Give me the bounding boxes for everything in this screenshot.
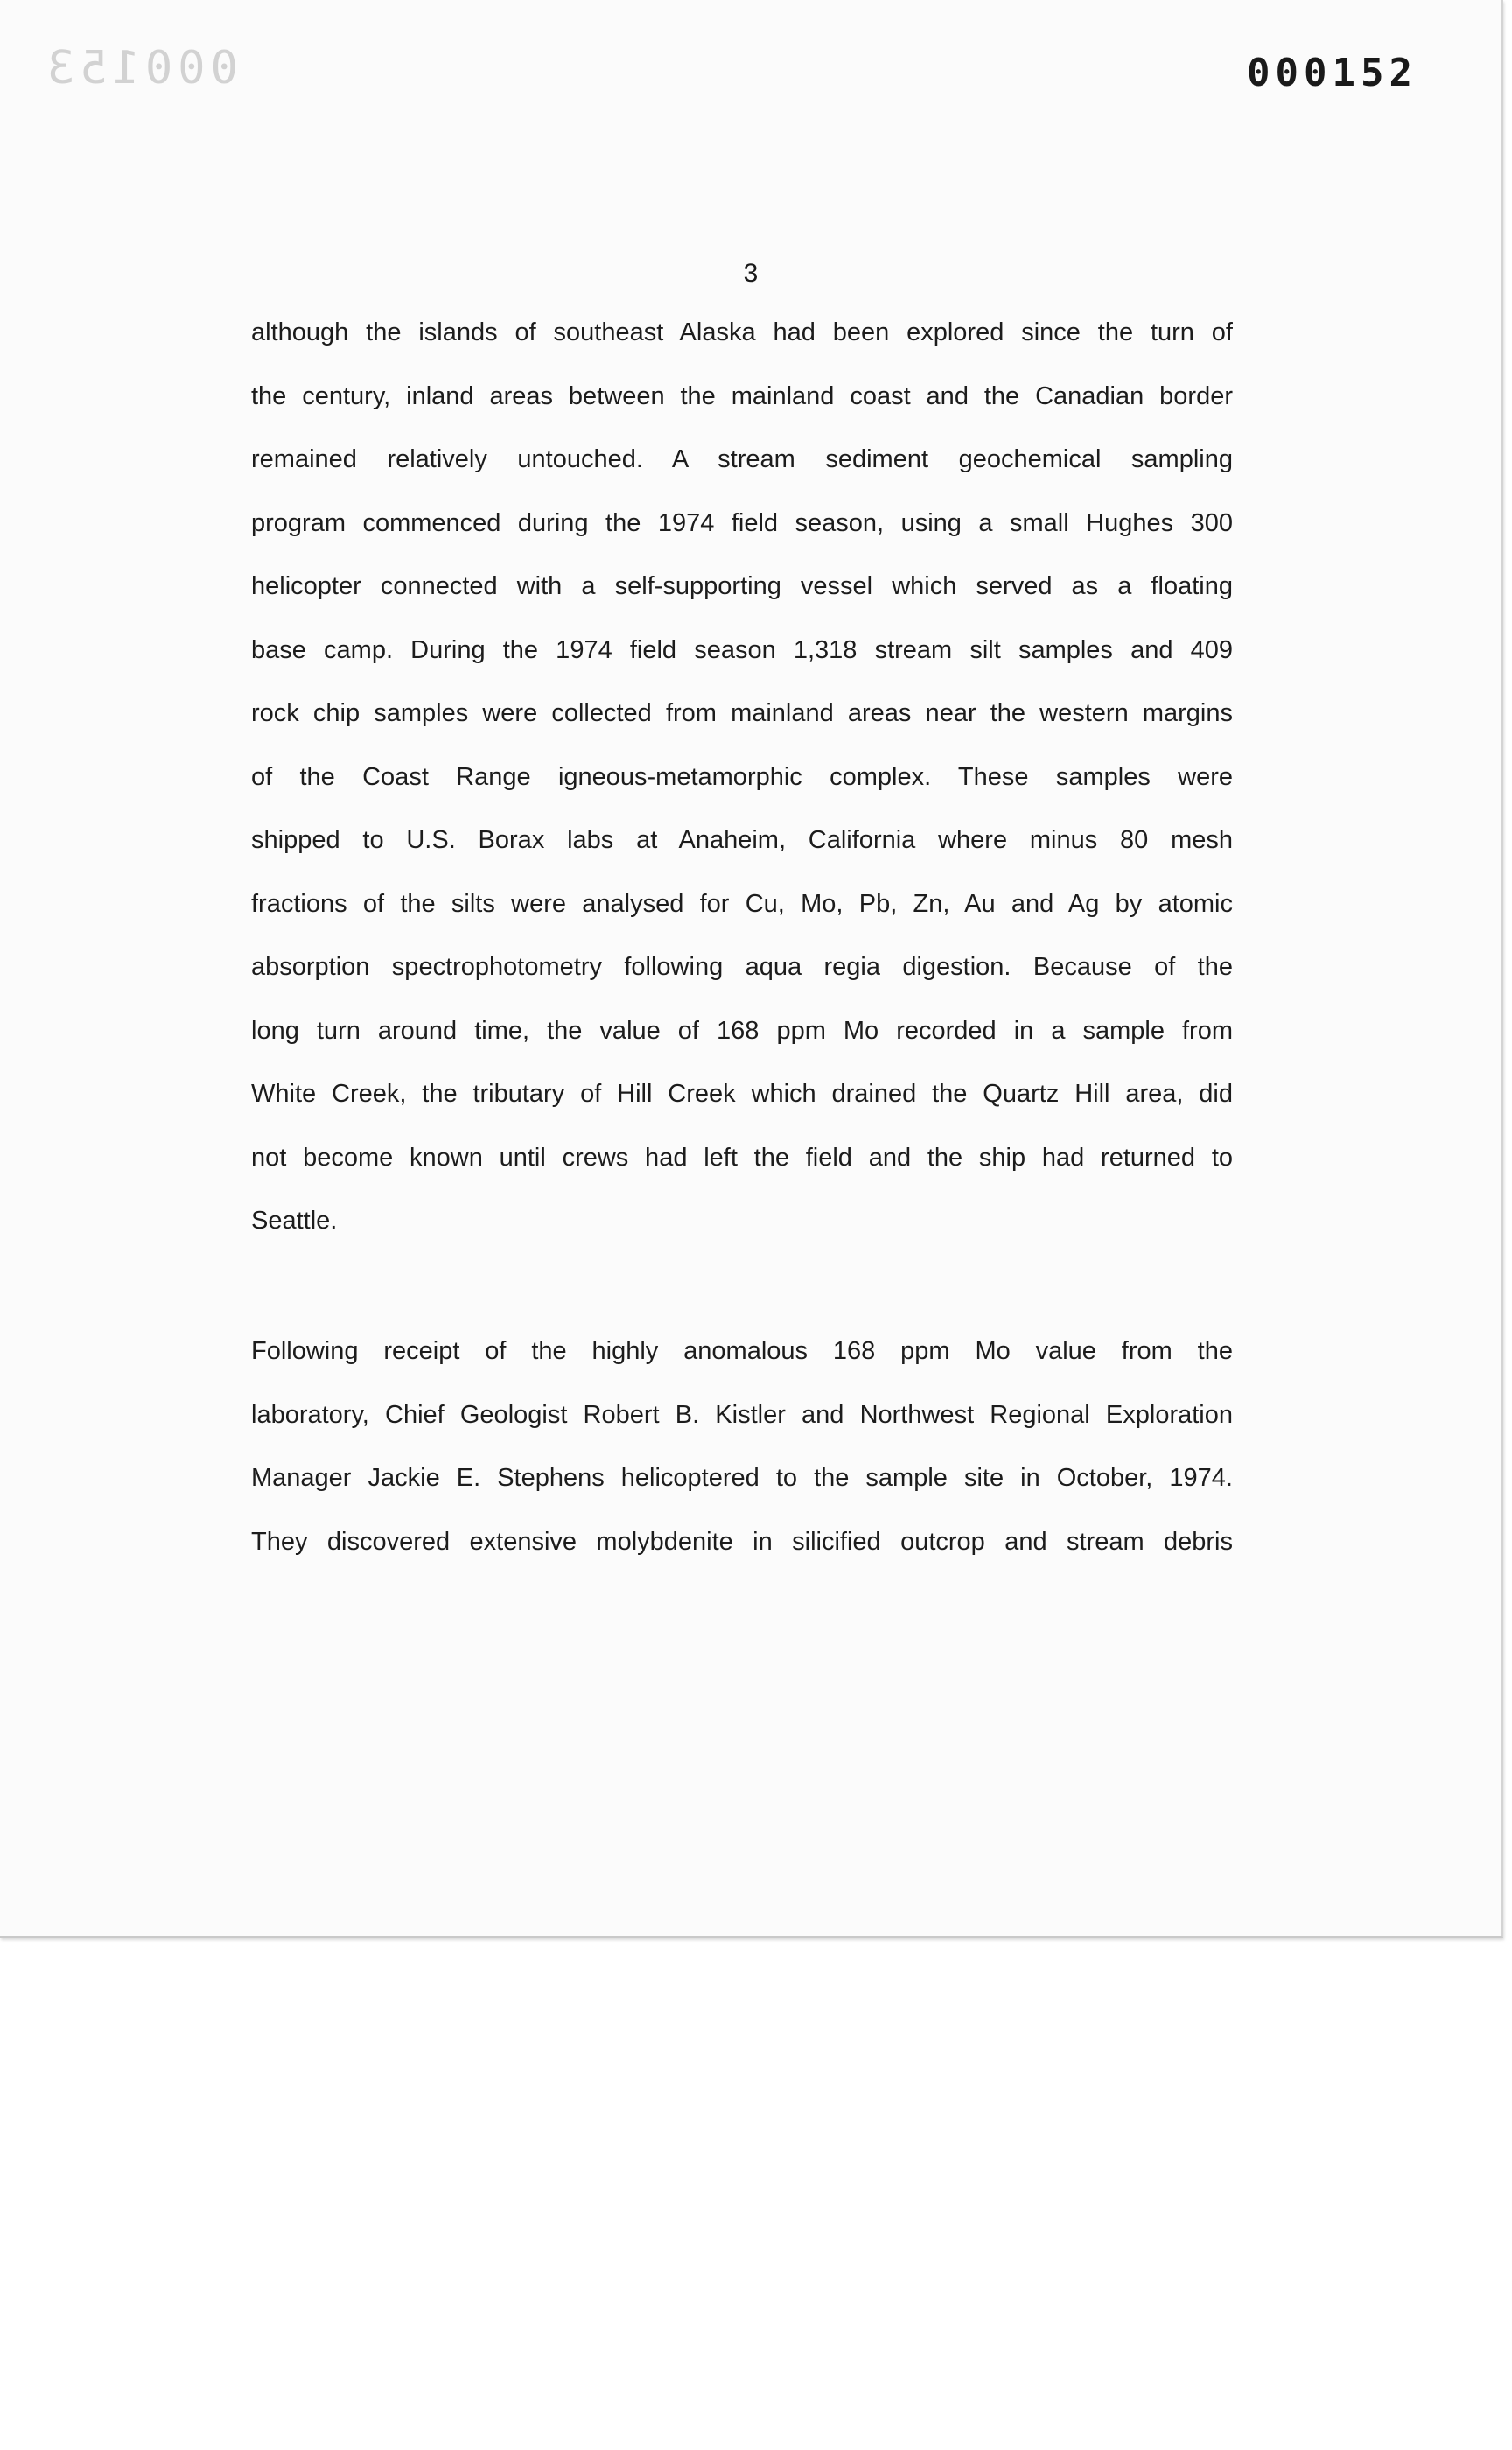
text-line: absorption spectrophotometry following aqua regia digestion. Because of the xyxy=(251,953,1233,981)
paragraph-text xyxy=(251,1320,1233,1573)
text-line: shipped to U.S. Borax labs at Anaheim, California where minus 80 mesh xyxy=(251,826,1233,854)
bleed-through-page-number: 000153 xyxy=(42,42,238,94)
text-line: They discovered extensive molybdenite in silicified outcrop and stream debris xyxy=(251,1527,1233,1556)
page-number: 3 xyxy=(743,259,759,288)
bates-number: 000152 xyxy=(1247,51,1418,95)
text-line: remained relatively untouched. A stream sediment geochemical sampling xyxy=(251,445,1233,473)
text-line: the century, inland areas between the mainland coast and the Canadian border xyxy=(251,382,1233,410)
text-line: Following receipt of the highly anomalous 168 ppm Mo value from the xyxy=(251,1337,1233,1365)
text-line: Manager Jackie E. Stephens helicoptered to the sample site in October, 1974. xyxy=(251,1464,1233,1492)
paragraph-1 xyxy=(251,301,1233,1253)
text-line: helicopter connected with a self-supporting vessel which served as a floating xyxy=(251,572,1233,600)
paragraph-2 xyxy=(251,1320,1233,1573)
text-line: Seattle. xyxy=(251,1207,338,1235)
text-line: long turn around time, the value of 168 ppm Mo recorded in a sample from xyxy=(251,1016,1233,1045)
paragraph-text xyxy=(251,301,1233,1253)
text-line: program commenced during the 1974 field season, using a small Hughes 300 xyxy=(251,508,1233,537)
text-line: of the Coast Range igneous-metamorphic complex. These samples were xyxy=(251,762,1233,791)
text-line: not become known until crews had left the field and the ship had returned to xyxy=(251,1143,1233,1172)
text-line: although the islands of southeast Alaska had been explored since the turn of xyxy=(251,318,1233,346)
text-line: base camp. During the 1974 field season 1,318 stream silt samples and 409 xyxy=(251,635,1233,664)
text-line: rock chip samples were collected from mainland areas near the western margins xyxy=(251,699,1233,727)
text-line: laboratory, Chief Geologist Robert B. Kistler and Northwest Regional Exploration xyxy=(251,1400,1233,1429)
text-line: fractions of the silts were analysed for Cu, Mo, Pb, Zn, Au and Ag by atomic xyxy=(251,889,1233,918)
text-line: White Creek, the tributary of Hill Creek which drained the Quartz Hill area, did xyxy=(251,1080,1233,1108)
